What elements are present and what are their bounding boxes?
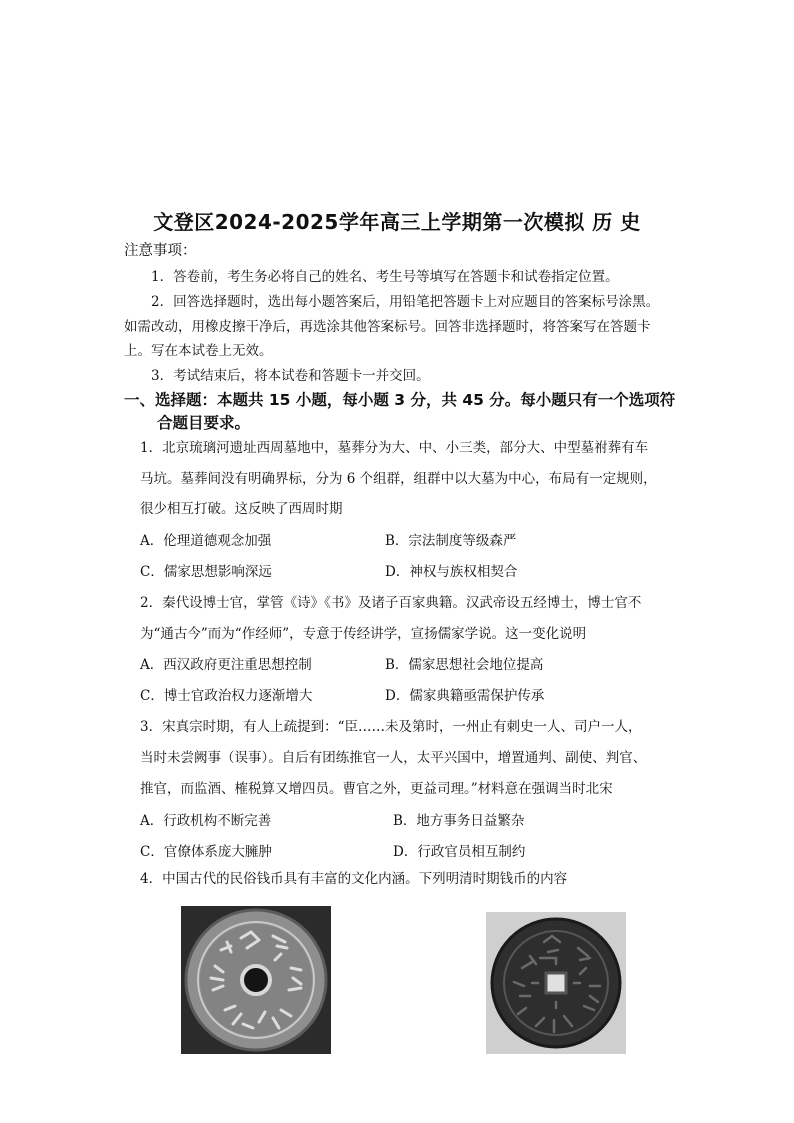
- question-1-option-c: C．儒家思想影响深远: [140, 564, 272, 580]
- question-3-line-2: 当时未尝阙事（误事）。自后有团练推官一人，太平兴国中，增置通判、副使、判官、: [140, 750, 647, 766]
- question-2-option-a: A．西汉政府更注重思想控制: [140, 657, 312, 673]
- coin-left-graphic: [181, 906, 331, 1054]
- question-2-option-c: C．博士官政治权力逐渐增大: [140, 688, 313, 704]
- question-3-option-c: C．官僚体系庞大臃肿: [140, 844, 272, 860]
- question-1-option-d: D．神权与族权相契合: [385, 564, 518, 580]
- question-3-option-a: A．行政机构不断完善: [140, 813, 272, 829]
- notice-item-2-cont: 如需改动，用橡皮擦干净后，再选涂其他答案标号。回答非选择题时，将答案写在答题卡: [124, 319, 651, 335]
- coin-right-graphic: [486, 912, 626, 1054]
- question-2-option-d: D．儒家典籍亟需保护传承: [385, 688, 545, 704]
- notice-item-2-cont2: 上。写在本试卷上无效。: [124, 343, 273, 359]
- coin-left-hole: [242, 966, 270, 994]
- question-1-line-3: 很少相互打破。这反映了西周时期: [140, 501, 343, 517]
- question-1-option-b: B．宗法制度等级森严: [385, 533, 517, 549]
- notice-item-1: 1．答卷前，考生务必将自己的姓名、考生号等填写在答题卡和试卷指定位置。: [151, 269, 619, 285]
- question-2-option-b: B．儒家思想社会地位提高: [385, 657, 544, 673]
- notice-item-3: 3．考试结束后，将本试卷和答题卡一并交回。: [151, 368, 430, 384]
- section-heading-cont: 合题目要求。: [157, 414, 251, 432]
- section-heading: 一、选择题：本题共 15 小题，每小题 3 分，共 45 分。每小题只有一个选项符: [124, 391, 676, 409]
- question-2-line-1: 2．秦代设博士官，掌管《诗》《书》及诸子百家典籍。汉武帝设五经博士，博士官不: [140, 595, 642, 611]
- question-1-line-1: 1．北京琉璃河遗址西周墓地中，墓葬分为大、中、小三类，部分大、中型墓祔葬有车: [140, 440, 649, 456]
- notice-item-2: 2．回答选择题时，选出每小题答案后，用铅笔把答题卡上对应题目的答案标号涂黑。: [151, 294, 660, 310]
- exam-title: 文登区2024-2025学年高三上学期第一次模拟 历 史: [153, 210, 641, 234]
- question-3-option-b: B．地方事务日益繁杂: [393, 813, 525, 829]
- coin-right-hole: [546, 973, 566, 993]
- question-4-line-1: 4．中国古代的民俗钱币具有丰富的文化内涵。下列明清时期钱币的内容: [140, 871, 568, 887]
- coin-right-image: [486, 912, 626, 1054]
- question-3-line-3: 推官，而监酒、榷税算又增四员。曹官之外，更益司理。”材料意在强调当时北宋: [140, 781, 613, 797]
- question-3-option-d: D．行政官员相互制约: [393, 844, 526, 860]
- question-2-line-2: 为“通古今”而为“作经师”，专意于传经讲学，宣扬儒家学说。这一变化说明: [140, 626, 587, 642]
- notice-heading: 注意事项：: [124, 243, 197, 259]
- question-1-option-a: A．伦理道德观念加强: [140, 533, 272, 549]
- question-1-line-2: 马坑。墓葬间没有明确界标，分为 6 个组群，组群中以大墓为中心，布局有一定规则，: [140, 471, 657, 487]
- question-3-line-1: 3．宋真宗时期，有人上疏提到：“臣……未及第时，一州止有刺史一人、司户一人，: [140, 719, 642, 735]
- coin-left-image: [181, 906, 331, 1054]
